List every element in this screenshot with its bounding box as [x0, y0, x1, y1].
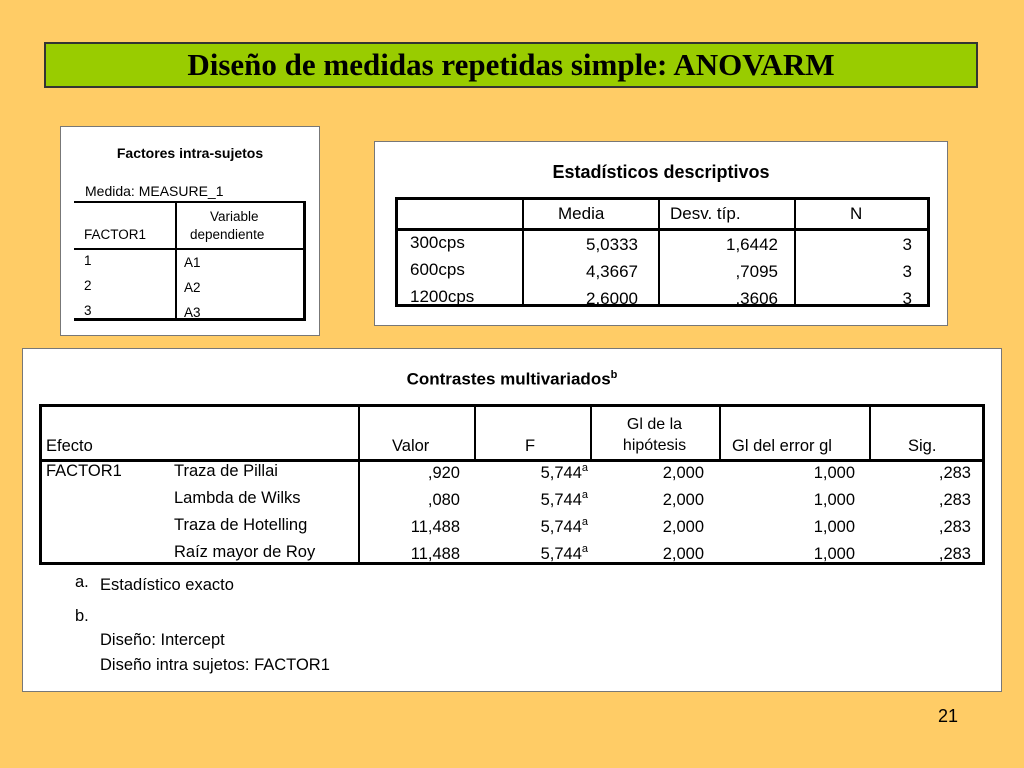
factors-title: Factores intra-sujetos — [116, 145, 264, 161]
descriptives-table — [395, 197, 930, 307]
slide-title-bar — [44, 42, 978, 88]
multivariate-row-f: 5,744$^a$ — [540, 462, 588, 482]
multivariate-row-gl-hip: 2,000 — [662, 491, 704, 509]
descriptives-header-desv: Desv. típ. — [670, 204, 741, 223]
multivariate-header-valor: Valor — [392, 437, 430, 455]
descriptives-row-n: 3 — [902, 289, 912, 308]
multivariate-row-sig: ,283 — [938, 464, 971, 482]
descriptives-row-n: 3 — [902, 235, 912, 254]
descriptives-row-media: 2,6000 — [586, 289, 638, 308]
multivariate-table-panel — [22, 348, 1002, 692]
multivariate-row-valor: 11,488 — [410, 545, 460, 563]
multivariate-row-f: 5,744$^a$ — [540, 516, 588, 536]
factors-table — [74, 201, 306, 321]
multivariate-row-gl-err: 1,000 — [813, 464, 855, 482]
factors-row-dv: A2 — [184, 280, 201, 295]
descriptives-row-n: 3 — [902, 262, 912, 281]
multivariate-header-gl-err: Gl del error gl — [732, 437, 832, 455]
multivariate-row-valor: 11,488 — [410, 518, 460, 536]
multivariate-row-test: Traza de Hotelling — [174, 516, 308, 534]
multivariate-row-gl-hip: 2,000 — [662, 464, 704, 482]
multivariate-row-gl-hip: 2,000 — [662, 518, 704, 536]
factors-row-factor: 3 — [84, 303, 92, 318]
descriptives-row-desv: ,7095 — [735, 262, 778, 281]
factors-table-panel — [60, 126, 320, 336]
multivariate-row-sig: ,283 — [938, 491, 971, 509]
descriptives-title: Estadísticos descriptivos — [552, 162, 770, 182]
multivariate-row-gl-err: 1,000 — [813, 491, 855, 509]
descriptives-row-media: 5,0333 — [586, 235, 638, 254]
multivariate-header-gl-hip-line1: Gl de la — [626, 416, 683, 433]
footnote-a-mark: a. — [75, 573, 89, 591]
multivariate-row-test: Raíz mayor de Roy — [174, 543, 316, 561]
page-number: 21 — [938, 706, 959, 726]
descriptives-row-media: 4,3667 — [586, 262, 638, 281]
footnote-b-line2: Diseño intra sujetos: FACTOR1 — [100, 656, 330, 674]
multivariate-row-gl-err: 1,000 — [813, 545, 855, 563]
footnote-a-text: Estadístico exacto — [100, 576, 234, 594]
multivariate-row-sig: ,283 — [938, 545, 971, 563]
factors-header-factor: FACTOR1 — [84, 227, 147, 242]
factors-row-dv: A1 — [184, 255, 201, 270]
multivariate-row-sig: ,283 — [938, 518, 971, 536]
factors-header-dv-line2: dependiente — [190, 227, 265, 242]
descriptives-row-desv: 1,6442 — [726, 235, 778, 254]
slide-title: Diseño de medidas repetidas simple: ANOVARM — [187, 47, 835, 82]
descriptives-table-panel — [374, 141, 948, 326]
descriptives-row-desv: ,3606 — [735, 289, 778, 308]
descriptives-header-media: Media — [558, 204, 605, 223]
multivariate-row-valor: ,080 — [427, 491, 460, 509]
multivariate-row-test: Lambda de Wilks — [174, 489, 301, 507]
multivariate-row-valor: ,920 — [427, 464, 460, 482]
multivariate-header-f: F — [525, 437, 536, 455]
multivariate-title-sup: b — [610, 369, 618, 381]
multivariate-row-test: Traza de Pillai — [174, 462, 278, 480]
descriptives-header-n: N — [850, 204, 863, 223]
footnote-b-mark: b. — [75, 607, 89, 625]
factors-row-dv: A3 — [184, 305, 201, 320]
multivariate-row-gl-err: 1,000 — [813, 518, 855, 536]
multivariate-title: Contrastes multivariados$^b$ — [406, 369, 618, 389]
multivariate-row-f: 5,744$^a$ — [540, 489, 588, 509]
factors-measure: Medida: MEASURE_1 — [85, 183, 224, 199]
descriptives-row-label: 1200cps — [410, 287, 475, 306]
multivariate-row-f: 5,744$^a$ — [540, 543, 588, 563]
factors-row-factor: 1 — [84, 253, 92, 268]
multivariate-row-gl-hip: 2,000 — [662, 545, 704, 563]
multivariate-effect: FACTOR1 — [46, 462, 122, 480]
descriptives-row-label: 600cps — [410, 260, 465, 279]
multivariate-header-gl-hip-line2: hipótesis — [622, 437, 687, 454]
factors-header-dv-line1: Variable — [210, 209, 259, 224]
multivariate-header-sig: Sig. — [908, 437, 937, 455]
multivariate-header-efecto: Efecto — [46, 437, 93, 455]
factors-row-factor: 2 — [84, 278, 92, 293]
multivariate-table — [39, 404, 985, 565]
footnote-b-line1: Diseño: Intercept — [100, 631, 225, 649]
descriptives-row-label: 300cps — [410, 233, 465, 252]
